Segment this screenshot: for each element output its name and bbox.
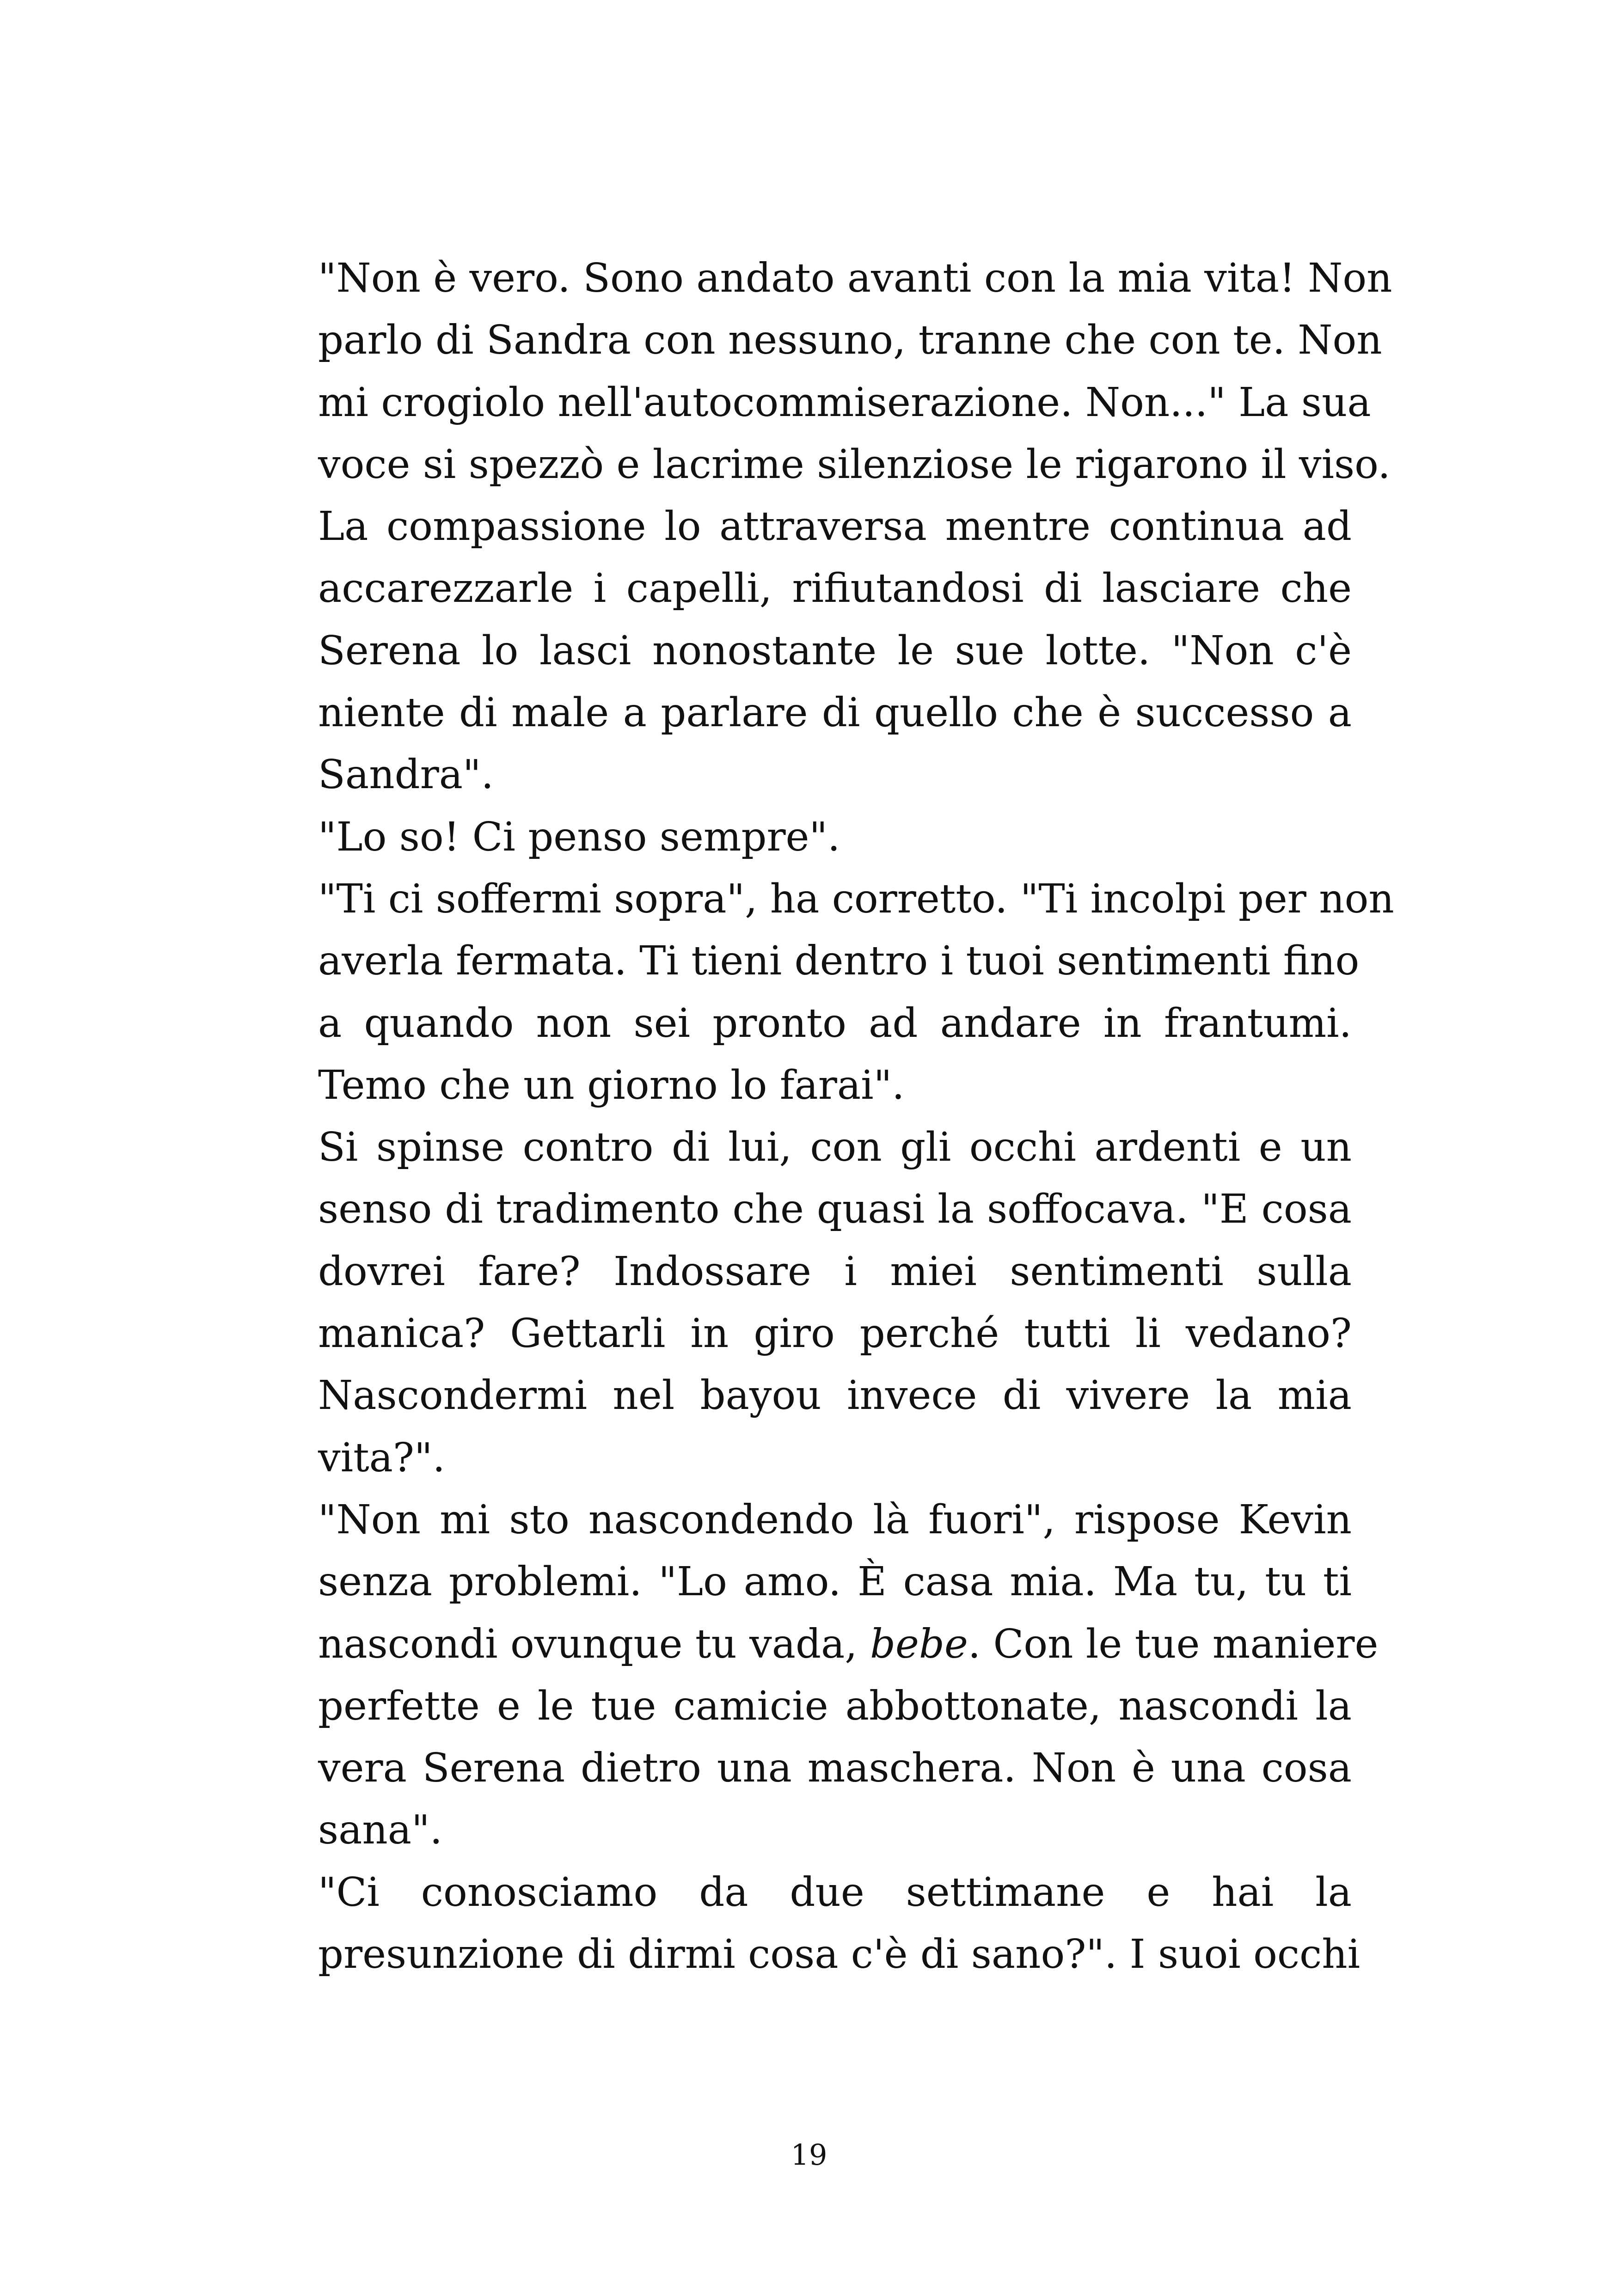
- text-line: "Non è vero. Sono andato avanti con la mia vita! Non: [318, 255, 1392, 301]
- text-line: mi crogiolo nell'autocommiserazione. Non..." La sua: [318, 379, 1371, 426]
- text-line: manica? Gettarli in giro perché tutti li vedano?: [318, 1310, 1352, 1357]
- text-line: presunzione di dirmi cosa c'è di sano?". I suoi occhi: [318, 1931, 1361, 1978]
- text-line: voce si spezzò e lacrime silenziose le rigarono il viso.: [318, 441, 1391, 488]
- text-segment: nascondi ovunque tu vada,: [318, 1621, 870, 1667]
- text-line: vera Serena dietro una maschera. Non è una cosa: [318, 1745, 1352, 1792]
- text-line: "Ci conosciamo da due settimane e hai la: [318, 1869, 1352, 1916]
- text-line: sana".: [318, 1807, 442, 1854]
- text-line: Nascondermi nel bayou invece di vivere la mia: [318, 1372, 1352, 1419]
- text-line: senza problemi. "Lo amo. È casa mia. Ma tu, tu ti: [318, 1559, 1352, 1605]
- text-line: a quando non sei pronto ad andare in frantumi.: [318, 1000, 1352, 1047]
- text-line: "Ti ci soffermi sopra", ha corretto. "Ti incolpi per non: [318, 876, 1394, 922]
- text-line: senso di tradimento che quasi la soffocava. "E cosa: [318, 1186, 1352, 1233]
- text-line: Temo che un giorno lo farai".: [318, 1062, 905, 1108]
- text-segment: . Con le tue maniere: [968, 1621, 1379, 1667]
- text-line: dovrei fare? Indossare i miei sentimenti sulla: [318, 1248, 1352, 1295]
- text-line: niente di male a parlare di quello che è successo a: [318, 690, 1352, 736]
- text-line: La compassione lo attraversa mentre continua ad: [318, 503, 1352, 550]
- italic-word: bebe: [870, 1621, 968, 1667]
- text-line: "Non mi sto nascondendo là fuori", rispose Kevin: [318, 1496, 1352, 1543]
- text-line: Sandra".: [318, 752, 494, 798]
- page-number: 19: [791, 2138, 827, 2172]
- text-line: perfette e le tue camicie abbottonate, nascondi la: [318, 1683, 1352, 1729]
- text-line: [318, 1613, 1379, 1675]
- text-line: averla fermata. Ti tieni dentro i tuoi sentimenti fino: [318, 938, 1360, 985]
- text-line: vita?".: [318, 1434, 445, 1481]
- text-line: accarezzarle i capelli, rifiutandosi di lasciare che: [318, 565, 1352, 612]
- text-line: "Lo so! Ci penso sempre".: [318, 814, 840, 860]
- body-text: [318, 247, 1394, 1985]
- text-line: Si spinse contro di lui, con gli occhi ardenti e un: [318, 1124, 1352, 1171]
- text-line: parlo di Sandra con nessuno, tranne che con te. Non: [318, 317, 1382, 364]
- text-line: Serena lo lasci nonostante le sue lotte. "Non c'è: [318, 627, 1352, 674]
